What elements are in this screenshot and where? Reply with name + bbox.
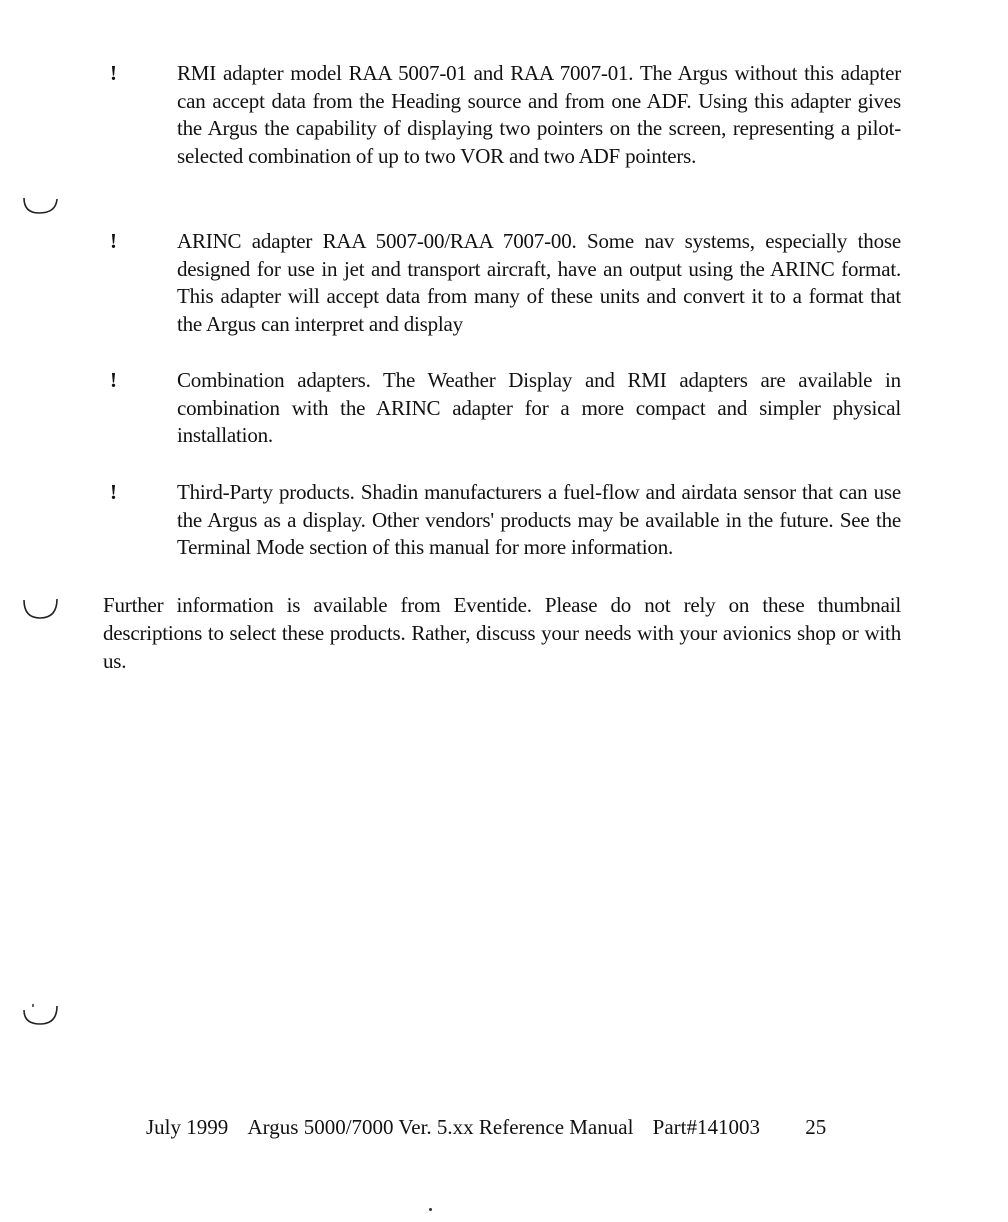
binder-hole-icon xyxy=(22,196,60,216)
page-footer xyxy=(146,1114,826,1140)
binder-hole-icon xyxy=(22,596,60,616)
footer-date: July 1999 xyxy=(146,1115,229,1139)
bullet-text: Combination adapters. The Weather Display and RMI adapters are available in combination with the ARINC adapter for a more compact and simpler physical installation. xyxy=(177,368,901,447)
footer-manual-title: Argus 5000/7000 Ver. 5.xx Reference Manual xyxy=(247,1115,634,1139)
bullet-text: Third-Party products. Shadin manufacturers a fuel-flow and airdata sensor that can use the Argus as a display. Other vendors' products may be available in the future. See the Terminal Mode section of this manual for more information. xyxy=(177,480,901,559)
bullet-text: ARINC adapter RAA 5007-00/RAA 7007-00. Some nav systems, especially those designed for use in jet and transport aircraft, have an output using the ARINC format. This adapter will accept data from many of these units and convert it to a format that the Argus can interpret and display xyxy=(177,229,901,336)
bullet-marker: ! xyxy=(110,61,117,85)
bullet-marker: ! xyxy=(110,480,117,504)
bullet-marker: ! xyxy=(110,229,117,253)
bullet-marker: ! xyxy=(110,368,117,392)
binder-hole-icon xyxy=(22,1002,60,1022)
closing-paragraph: Further information is available from Eventide. Please do not rely on these thumbnail descriptions to select these products. Rather, discuss your needs with your avionics shop or with us. xyxy=(103,593,901,673)
scan-speck xyxy=(429,1208,432,1211)
footer-part-number: Part#141003 xyxy=(652,1115,760,1139)
page-number: 25 xyxy=(805,1115,827,1139)
bullet-text: RMI adapter model RAA 5007-01 and RAA 7007-01. The Argus without this adapter can accept data from the Heading source and from one ADF. Using this adapter gives the Argus the capability of displaying two pointers on the screen, representing a pilot-selected combination of up to two VOR and two ADF pointers. xyxy=(177,61,901,168)
